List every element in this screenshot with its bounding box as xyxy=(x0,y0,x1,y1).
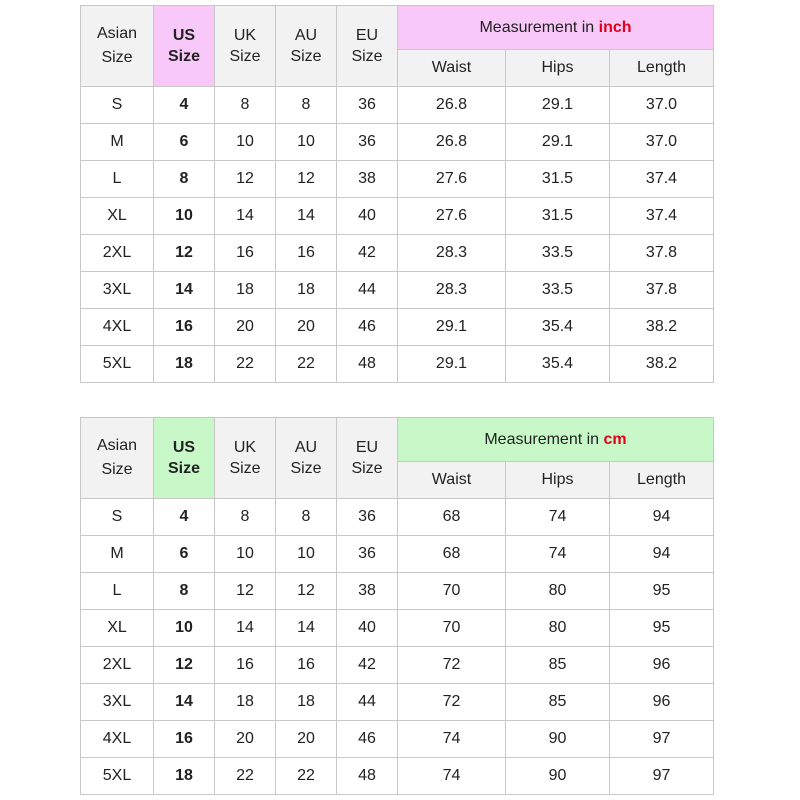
table-row xyxy=(81,272,714,309)
asian-size-cell: XL xyxy=(81,610,154,647)
us-size-cell: 18 xyxy=(154,758,215,795)
waist-cell: 28.3 xyxy=(398,272,506,309)
au-size-cell: 10 xyxy=(276,124,337,161)
hips-cell: 33.5 xyxy=(506,235,610,272)
table-row xyxy=(81,124,714,161)
hips-header: Hips xyxy=(506,50,610,87)
asian-size-cell: 4XL xyxy=(81,309,154,346)
eu-size-cell: 40 xyxy=(337,610,398,647)
au-size-cell: 14 xyxy=(276,198,337,235)
eu-size-cell: 44 xyxy=(337,272,398,309)
asian-size-cell: 3XL xyxy=(81,272,154,309)
eu-size-cell: 44 xyxy=(337,684,398,721)
waist-cell: 74 xyxy=(398,721,506,758)
waist-cell: 74 xyxy=(398,758,506,795)
us-size-cell: 8 xyxy=(154,573,215,610)
asian-size-cell: S xyxy=(81,499,154,536)
length-cell: 96 xyxy=(610,647,714,684)
us-size-cell: 12 xyxy=(154,647,215,684)
length-cell: 37.4 xyxy=(610,198,714,235)
us-size-cell: 10 xyxy=(154,198,215,235)
asian-size-cell: 3XL xyxy=(81,684,154,721)
asian-size-cell: S xyxy=(81,87,154,124)
waist-cell: 70 xyxy=(398,610,506,647)
eu-size-cell: 46 xyxy=(337,309,398,346)
table-row xyxy=(81,573,714,610)
asian-size-cell: 2XL xyxy=(81,647,154,684)
size-table-inch xyxy=(80,5,714,383)
us-size-cell: 8 xyxy=(154,161,215,198)
waist-cell: 68 xyxy=(398,536,506,573)
us-size-cell: 4 xyxy=(154,499,215,536)
uk-size-cell: 18 xyxy=(215,684,276,721)
waist-cell: 28.3 xyxy=(398,235,506,272)
length-cell: 94 xyxy=(610,536,714,573)
table-row xyxy=(81,721,714,758)
uk-size-cell: 12 xyxy=(215,161,276,198)
length-cell: 37.4 xyxy=(610,161,714,198)
table-row xyxy=(81,235,714,272)
asian-size-cell: 4XL xyxy=(81,721,154,758)
au-size-cell: 20 xyxy=(276,309,337,346)
table-row xyxy=(81,684,714,721)
us-size-cell: 16 xyxy=(154,721,215,758)
table-row xyxy=(81,536,714,573)
table-row xyxy=(81,161,714,198)
asian-size-header: Asian Size xyxy=(81,6,154,87)
length-cell: 97 xyxy=(610,758,714,795)
hips-cell: 90 xyxy=(506,721,610,758)
length-cell: 38.2 xyxy=(610,309,714,346)
table-row xyxy=(81,610,714,647)
au-size-cell: 8 xyxy=(276,499,337,536)
hips-cell: 85 xyxy=(506,647,610,684)
measurement-unit: inch xyxy=(598,18,632,36)
length-cell: 94 xyxy=(610,499,714,536)
au-size-cell: 18 xyxy=(276,684,337,721)
length-cell: 37.8 xyxy=(610,235,714,272)
eu-size-cell: 40 xyxy=(337,198,398,235)
au-size-cell: 8 xyxy=(276,87,337,124)
hips-cell: 31.5 xyxy=(506,161,610,198)
table-row xyxy=(81,87,714,124)
eu-size-cell: 42 xyxy=(337,235,398,272)
length-cell: 37.8 xyxy=(610,272,714,309)
us-size-cell: 18 xyxy=(154,346,215,383)
hips-cell: 33.5 xyxy=(506,272,610,309)
asian-size-cell: L xyxy=(81,573,154,610)
waist-cell: 26.8 xyxy=(398,124,506,161)
uk-size-header: UK Size xyxy=(215,418,276,499)
eu-size-cell: 38 xyxy=(337,573,398,610)
table-row xyxy=(81,198,714,235)
au-size-cell: 16 xyxy=(276,235,337,272)
hips-cell: 74 xyxy=(506,499,610,536)
asian-size-header: Asian Size xyxy=(81,418,154,499)
waist-header: Waist xyxy=(398,462,506,499)
hips-cell: 29.1 xyxy=(506,87,610,124)
hips-cell: 31.5 xyxy=(506,198,610,235)
waist-cell: 27.6 xyxy=(398,198,506,235)
us-size-cell: 6 xyxy=(154,124,215,161)
eu-size-cell: 48 xyxy=(337,346,398,383)
au-size-cell: 12 xyxy=(276,161,337,198)
hips-header: Hips xyxy=(506,462,610,499)
hips-cell: 35.4 xyxy=(506,309,610,346)
au-size-cell: 20 xyxy=(276,721,337,758)
uk-size-cell: 20 xyxy=(215,721,276,758)
asian-size-cell: 5XL xyxy=(81,346,154,383)
uk-size-cell: 8 xyxy=(215,499,276,536)
uk-size-cell: 22 xyxy=(215,758,276,795)
us-size-cell: 14 xyxy=(154,272,215,309)
waist-cell: 70 xyxy=(398,573,506,610)
us-size-header: US Size xyxy=(154,418,215,499)
us-size-cell: 6 xyxy=(154,536,215,573)
length-cell: 95 xyxy=(610,610,714,647)
uk-size-cell: 20 xyxy=(215,309,276,346)
uk-size-header: UK Size xyxy=(215,6,276,87)
waist-cell: 29.1 xyxy=(398,346,506,383)
measurement-header: Measurement in inch xyxy=(398,6,714,50)
hips-cell: 74 xyxy=(506,536,610,573)
au-size-cell: 10 xyxy=(276,536,337,573)
au-size-cell: 12 xyxy=(276,573,337,610)
asian-size-cell: 5XL xyxy=(81,758,154,795)
eu-size-cell: 48 xyxy=(337,758,398,795)
au-size-header: AU Size xyxy=(276,6,337,87)
us-size-cell: 4 xyxy=(154,87,215,124)
uk-size-cell: 10 xyxy=(215,124,276,161)
waist-cell: 68 xyxy=(398,499,506,536)
uk-size-cell: 14 xyxy=(215,610,276,647)
asian-size-cell: L xyxy=(81,161,154,198)
waist-cell: 72 xyxy=(398,647,506,684)
waist-cell: 27.6 xyxy=(398,161,506,198)
uk-size-cell: 10 xyxy=(215,536,276,573)
length-cell: 37.0 xyxy=(610,87,714,124)
length-cell: 96 xyxy=(610,684,714,721)
eu-size-cell: 38 xyxy=(337,161,398,198)
hips-cell: 80 xyxy=(506,573,610,610)
us-size-cell: 10 xyxy=(154,610,215,647)
asian-size-cell: M xyxy=(81,536,154,573)
length-cell: 37.0 xyxy=(610,124,714,161)
hips-cell: 85 xyxy=(506,684,610,721)
waist-cell: 26.8 xyxy=(398,87,506,124)
asian-size-cell: 2XL xyxy=(81,235,154,272)
us-size-header: US Size xyxy=(154,6,215,87)
au-size-cell: 18 xyxy=(276,272,337,309)
eu-size-header: EU Size xyxy=(337,418,398,499)
length-header: Length xyxy=(610,50,714,87)
asian-size-cell: M xyxy=(81,124,154,161)
eu-size-cell: 36 xyxy=(337,536,398,573)
table-row xyxy=(81,499,714,536)
uk-size-cell: 18 xyxy=(215,272,276,309)
table-row xyxy=(81,758,714,795)
au-size-header: AU Size xyxy=(276,418,337,499)
table-row xyxy=(81,346,714,383)
waist-cell: 29.1 xyxy=(398,309,506,346)
eu-size-cell: 46 xyxy=(337,721,398,758)
measurement-header: Measurement in cm xyxy=(398,418,714,462)
au-size-cell: 16 xyxy=(276,647,337,684)
hips-cell: 35.4 xyxy=(506,346,610,383)
hips-cell: 29.1 xyxy=(506,124,610,161)
hips-cell: 80 xyxy=(506,610,610,647)
au-size-cell: 22 xyxy=(276,346,337,383)
eu-size-cell: 36 xyxy=(337,87,398,124)
uk-size-cell: 16 xyxy=(215,235,276,272)
uk-size-cell: 12 xyxy=(215,573,276,610)
us-size-cell: 12 xyxy=(154,235,215,272)
us-size-cell: 14 xyxy=(154,684,215,721)
measurement-unit: cm xyxy=(603,430,627,448)
length-cell: 97 xyxy=(610,721,714,758)
waist-cell: 72 xyxy=(398,684,506,721)
au-size-cell: 14 xyxy=(276,610,337,647)
table-row xyxy=(81,647,714,684)
length-cell: 38.2 xyxy=(610,346,714,383)
us-size-cell: 16 xyxy=(154,309,215,346)
uk-size-cell: 16 xyxy=(215,647,276,684)
size-table-cm xyxy=(80,417,714,795)
eu-size-cell: 36 xyxy=(337,124,398,161)
eu-size-header: EU Size xyxy=(337,6,398,87)
hips-cell: 90 xyxy=(506,758,610,795)
eu-size-cell: 42 xyxy=(337,647,398,684)
eu-size-cell: 36 xyxy=(337,499,398,536)
au-size-cell: 22 xyxy=(276,758,337,795)
waist-header: Waist xyxy=(398,50,506,87)
length-header: Length xyxy=(610,462,714,499)
table-row xyxy=(81,309,714,346)
asian-size-cell: XL xyxy=(81,198,154,235)
length-cell: 95 xyxy=(610,573,714,610)
uk-size-cell: 14 xyxy=(215,198,276,235)
uk-size-cell: 8 xyxy=(215,87,276,124)
uk-size-cell: 22 xyxy=(215,346,276,383)
